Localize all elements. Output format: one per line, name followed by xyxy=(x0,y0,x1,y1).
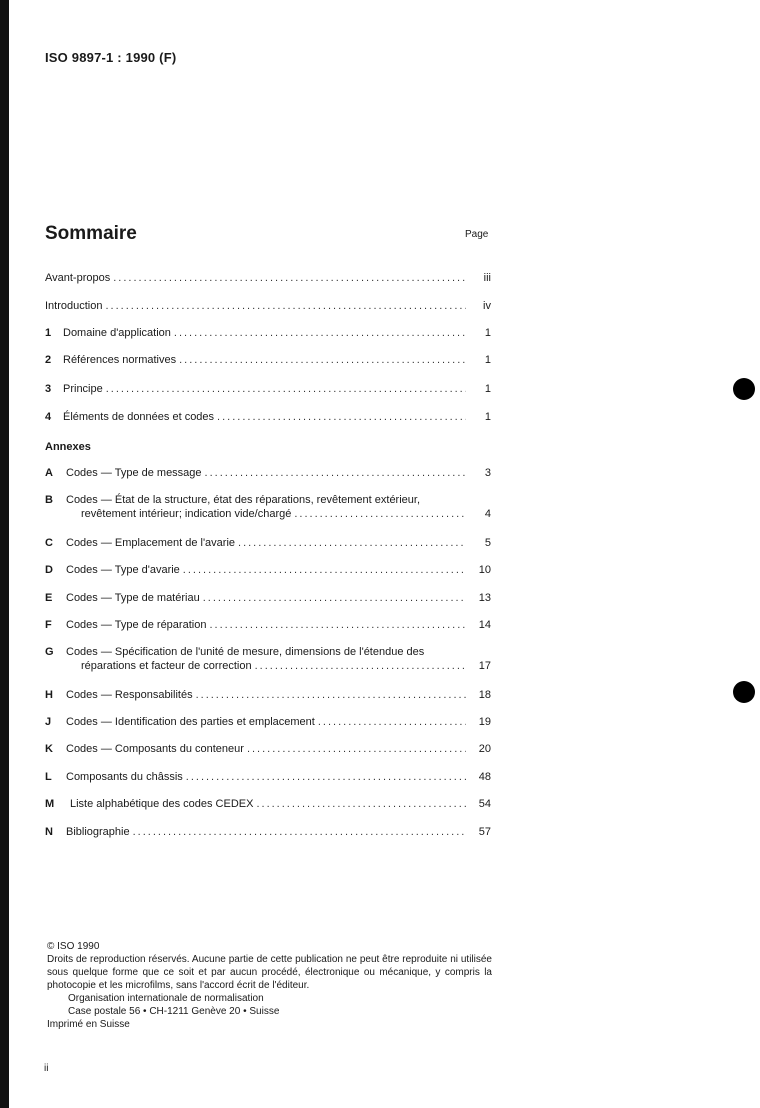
annex-letter: B xyxy=(45,494,53,506)
toc-entry-2[interactable] xyxy=(45,353,491,367)
printed-in: Imprimé en Suisse xyxy=(47,1019,130,1030)
page-column-label: Page xyxy=(465,229,489,240)
toc-page: 17 xyxy=(478,660,491,672)
toc-page: 20 xyxy=(478,743,491,755)
toc-page: 1 xyxy=(484,411,491,423)
toc-label-line2: réparations et facteur de correction xyxy=(81,660,252,672)
toc-label: Codes — Responsabilités xyxy=(66,689,193,701)
toc-page: 5 xyxy=(484,537,491,549)
toc-number: 4 xyxy=(45,411,52,423)
toc-page: 19 xyxy=(478,716,491,728)
toc-entry-avant-propos[interactable] xyxy=(45,271,491,285)
annex-letter: H xyxy=(45,689,53,701)
toc-page: 14 xyxy=(478,619,491,631)
toc-label: Avant-propos xyxy=(45,272,111,284)
copyright-notice: © ISO 1990 xyxy=(47,941,100,952)
toc-page: 1 xyxy=(484,354,491,366)
toc-label: Codes — Identification des parties et emplacement xyxy=(66,716,315,728)
toc-entry-4[interactable] xyxy=(45,410,491,424)
annex-letter: C xyxy=(45,537,53,549)
toc-annex-d[interactable] xyxy=(45,563,491,577)
toc-annex-k[interactable] xyxy=(45,742,491,756)
annex-letter: F xyxy=(45,619,52,631)
annexes-heading: Annexes xyxy=(45,441,91,453)
toc-number: 2 xyxy=(45,354,52,366)
copyright-block xyxy=(47,940,492,1031)
toc-label: Références normatives xyxy=(63,354,177,366)
toc-label-line2: revêtement intérieur; indication vide/chargé xyxy=(81,508,292,520)
punch-hole-bottom xyxy=(733,681,755,703)
toc-entry-3[interactable] xyxy=(45,382,491,396)
toc-label: Introduction xyxy=(45,300,103,312)
toc-label: Liste alphabétique des codes CEDEX xyxy=(70,798,254,810)
punch-hole-top xyxy=(733,378,755,400)
toc-page: 57 xyxy=(478,826,491,838)
toc-annex-m[interactable] xyxy=(45,797,491,811)
toc-label: Bibliographie xyxy=(66,826,130,838)
annex-letter: N xyxy=(45,826,53,838)
toc-label: Codes — Type d'avarie xyxy=(66,564,180,576)
annex-letter: D xyxy=(45,564,53,576)
toc-annex-f[interactable] xyxy=(45,618,491,632)
annex-letter: K xyxy=(45,743,53,755)
toc-annex-b[interactable] xyxy=(45,493,491,521)
toc-label-line1: Codes — Spécification de l'unité de mesure, dimensions de l'étendue des xyxy=(66,646,425,658)
toc-annex-a[interactable] xyxy=(45,466,491,480)
toc-number: 3 xyxy=(45,383,52,395)
annex-letter: G xyxy=(45,646,54,658)
annex-letter: M xyxy=(45,798,55,810)
toc-page: 13 xyxy=(478,592,491,604)
toc-label: Éléments de données et codes xyxy=(63,411,215,423)
toc-label: Domaine d'application xyxy=(63,327,171,339)
toc-annex-n[interactable] xyxy=(45,825,491,839)
toc-page: 1 xyxy=(484,327,491,339)
annex-letter: L xyxy=(45,771,52,783)
toc-annex-g[interactable] xyxy=(45,645,491,673)
toc-annex-c[interactable] xyxy=(45,536,491,550)
toc-label: Composants du châssis xyxy=(66,771,183,783)
toc-page: 1 xyxy=(484,383,491,395)
toc-label: Codes — Type de message xyxy=(66,467,202,479)
toc-page: iv xyxy=(483,300,491,312)
toc-annex-e[interactable] xyxy=(45,591,491,605)
toc-page: 48 xyxy=(478,771,491,783)
toc-annex-h[interactable] xyxy=(45,688,491,702)
toc-annex-j[interactable] xyxy=(45,715,491,729)
toc-page: iii xyxy=(483,272,491,284)
document-id: ISO 9897-1 : 1990 (F) xyxy=(45,50,177,65)
toc-label: Codes — Type de réparation xyxy=(66,619,207,631)
toc-page: 54 xyxy=(478,798,491,810)
toc-number: 1 xyxy=(45,327,52,339)
copyright-rights: Droits de reproduction réservés. Aucune partie de cette publication ne peut être reproduite ni utilisée sous quelque forme que ce soit et par aucun procédé, électronique ou mécanique, y compris la photocopie et les microfilms, sans l'accord écrit de l'éditeur. xyxy=(47,954,492,991)
annex-letter: A xyxy=(45,467,53,479)
toc-entry-introduction[interactable] xyxy=(45,299,491,313)
page-title: Sommaire xyxy=(45,223,137,244)
toc-page: 10 xyxy=(478,564,491,576)
toc-label: Codes — Type de matériau xyxy=(66,592,200,604)
toc-page: 4 xyxy=(484,508,491,520)
toc-page: 18 xyxy=(478,689,491,701)
toc-label: Codes — Composants du conteneur xyxy=(66,743,244,755)
toc-label-line1: Codes — État de la structure, état des réparations, revêtement extérieur, xyxy=(66,494,421,506)
toc-label: Principe xyxy=(63,383,103,395)
toc-entry-1[interactable] xyxy=(45,326,491,340)
toc-page: 3 xyxy=(484,467,491,479)
publisher-address: Case postale 56 • CH-1211 Genève 20 • Suisse xyxy=(68,1006,280,1017)
toc-annex-l[interactable] xyxy=(45,770,491,784)
scan-left-edge xyxy=(0,0,9,1108)
annex-letter: J xyxy=(45,716,52,728)
publisher-org: Organisation internationale de normalisation xyxy=(68,993,264,1004)
toc-label: Codes — Emplacement de l'avarie xyxy=(66,537,236,549)
annex-letter: E xyxy=(45,592,53,604)
page-number: ii xyxy=(44,1063,49,1074)
